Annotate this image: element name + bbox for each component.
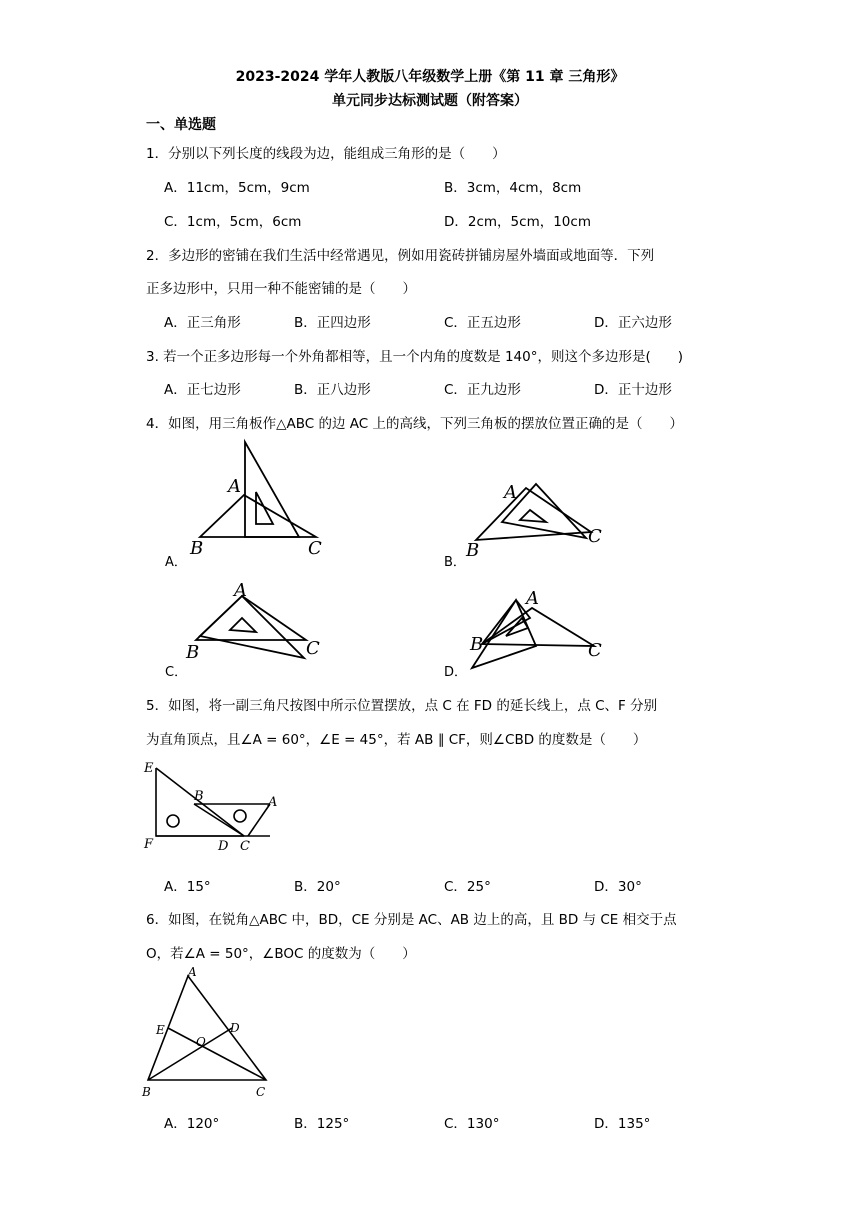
- fig6-label-o: O: [196, 1035, 206, 1049]
- section-heading: 一、单选题: [146, 117, 216, 133]
- fig4c-label-a: A: [234, 580, 247, 601]
- q5-option-d: D．30°: [594, 879, 642, 895]
- fig4b-label-a: A: [504, 482, 517, 503]
- q1-option-a: A．11cm，5cm，9cm: [164, 180, 310, 196]
- question-1-stem: 1．分别以下列长度的线段为边，能组成三角形的是（ ）: [146, 146, 506, 162]
- fig4a-label-c: C: [308, 538, 322, 559]
- figure-4c: [186, 580, 328, 664]
- fig5-label-a: A: [268, 795, 278, 810]
- q2-option-c: C．正五边形: [444, 315, 521, 331]
- fig6-label-d: D: [230, 1021, 240, 1035]
- q3-option-b: B．正八边形: [294, 382, 371, 398]
- fig4c-label-c: C: [306, 638, 320, 659]
- fig4-option-a: A．: [165, 555, 187, 570]
- fig6-label-e: E: [156, 1023, 165, 1037]
- question-2-stem-line2: 正多边形中，只用一种不能密铺的是（ ）: [146, 281, 416, 297]
- figure-4b: [466, 480, 610, 564]
- q6-option-d: D．135°: [594, 1116, 651, 1132]
- question-5-stem-line2: 为直角顶点，且∠A = 60°，∠E = 45°，若 AB ∥ CF，则∠CBD 的度数是（ ）: [146, 732, 647, 748]
- fig5-label-f: F: [144, 837, 154, 852]
- q2-option-b: B．正四边形: [294, 315, 371, 331]
- fig4-option-b: B．: [444, 555, 466, 570]
- q1-option-c: C．1cm，5cm，6cm: [164, 214, 302, 230]
- figure-4d: [466, 588, 610, 668]
- q6-option-c: C．130°: [444, 1116, 500, 1132]
- q3-option-c: C．正九边形: [444, 382, 521, 398]
- fig4-option-c: C．: [165, 665, 188, 680]
- page-title: 2023-2024 学年人教版八年级数学上册《第 11 章 三角形》: [235, 69, 625, 85]
- question-3-stem: 3. 若一个正多边形每一个外角都相等，且一个内角的度数是 140°，则这个多边形是( ): [146, 349, 684, 365]
- q1-option-b: B．3cm，4cm，8cm: [444, 180, 582, 196]
- fig4b-label-b: B: [466, 540, 480, 561]
- question-6-stem-line2: O，若∠A = 50°，∠BOC 的度数为（ ）: [146, 946, 416, 962]
- q3-option-d: D．正十边形: [594, 382, 672, 398]
- q1-option-d: D．2cm，5cm，10cm: [444, 214, 591, 230]
- q6-option-a: A．120°: [164, 1116, 220, 1132]
- q2-option-a: A．正三角形: [164, 315, 241, 331]
- fig6-label-b: B: [142, 1085, 151, 1099]
- fig5-label-e: E: [144, 761, 154, 776]
- question-4-stem: 4．如图，用三角板作△ABC 的边 AC 上的高线，下列三角板的摆放位置正确的是（ ）: [146, 416, 683, 432]
- figure-5: [144, 760, 284, 856]
- question-2-stem-line1: 2．多边形的密铺在我们生活中经常遇见，例如用瓷砖拼铺房屋外墙面或地面等．下列: [146, 248, 655, 264]
- fig5-label-d: D: [218, 839, 229, 854]
- q3-option-a: A．正七边形: [164, 382, 241, 398]
- question-5-stem-line1: 5．如图，将一副三角尺按图中所示位置摆放，点 C 在 FD 的延长线上，点 C、F 分别: [146, 698, 658, 714]
- figure-6: [142, 966, 272, 1106]
- figure-4a: [188, 440, 328, 564]
- fig4a-label-a: A: [228, 476, 241, 497]
- fig4d-label-a: A: [526, 588, 539, 609]
- fig5-label-b: B: [194, 789, 204, 804]
- fig5-label-c: C: [240, 839, 250, 854]
- fig4d-label-c: C: [588, 640, 602, 661]
- q6-option-b: B．125°: [294, 1116, 350, 1132]
- q5-option-c: C．25°: [444, 879, 491, 895]
- fig4d-label-b: B: [470, 634, 484, 655]
- question-6-stem-line1: 6．如图，在锐角△ABC 中，BD，CE 分别是 AC、AB 边上的高，且 BD 与 CE 相交于点: [146, 912, 677, 928]
- fig4b-label-c: C: [588, 526, 602, 547]
- fig6-label-a: A: [188, 965, 197, 979]
- fig4c-label-b: B: [186, 642, 200, 663]
- q2-option-d: D．正六边形: [594, 315, 672, 331]
- fig4-option-d: D．: [444, 665, 468, 680]
- page-subtitle: 单元同步达标测试题（附答案）: [332, 93, 528, 109]
- fig6-label-c: C: [256, 1085, 266, 1099]
- fig4a-label-b: B: [190, 538, 204, 559]
- q5-option-b: B．20°: [294, 879, 341, 895]
- q5-option-a: A．15°: [164, 879, 211, 895]
